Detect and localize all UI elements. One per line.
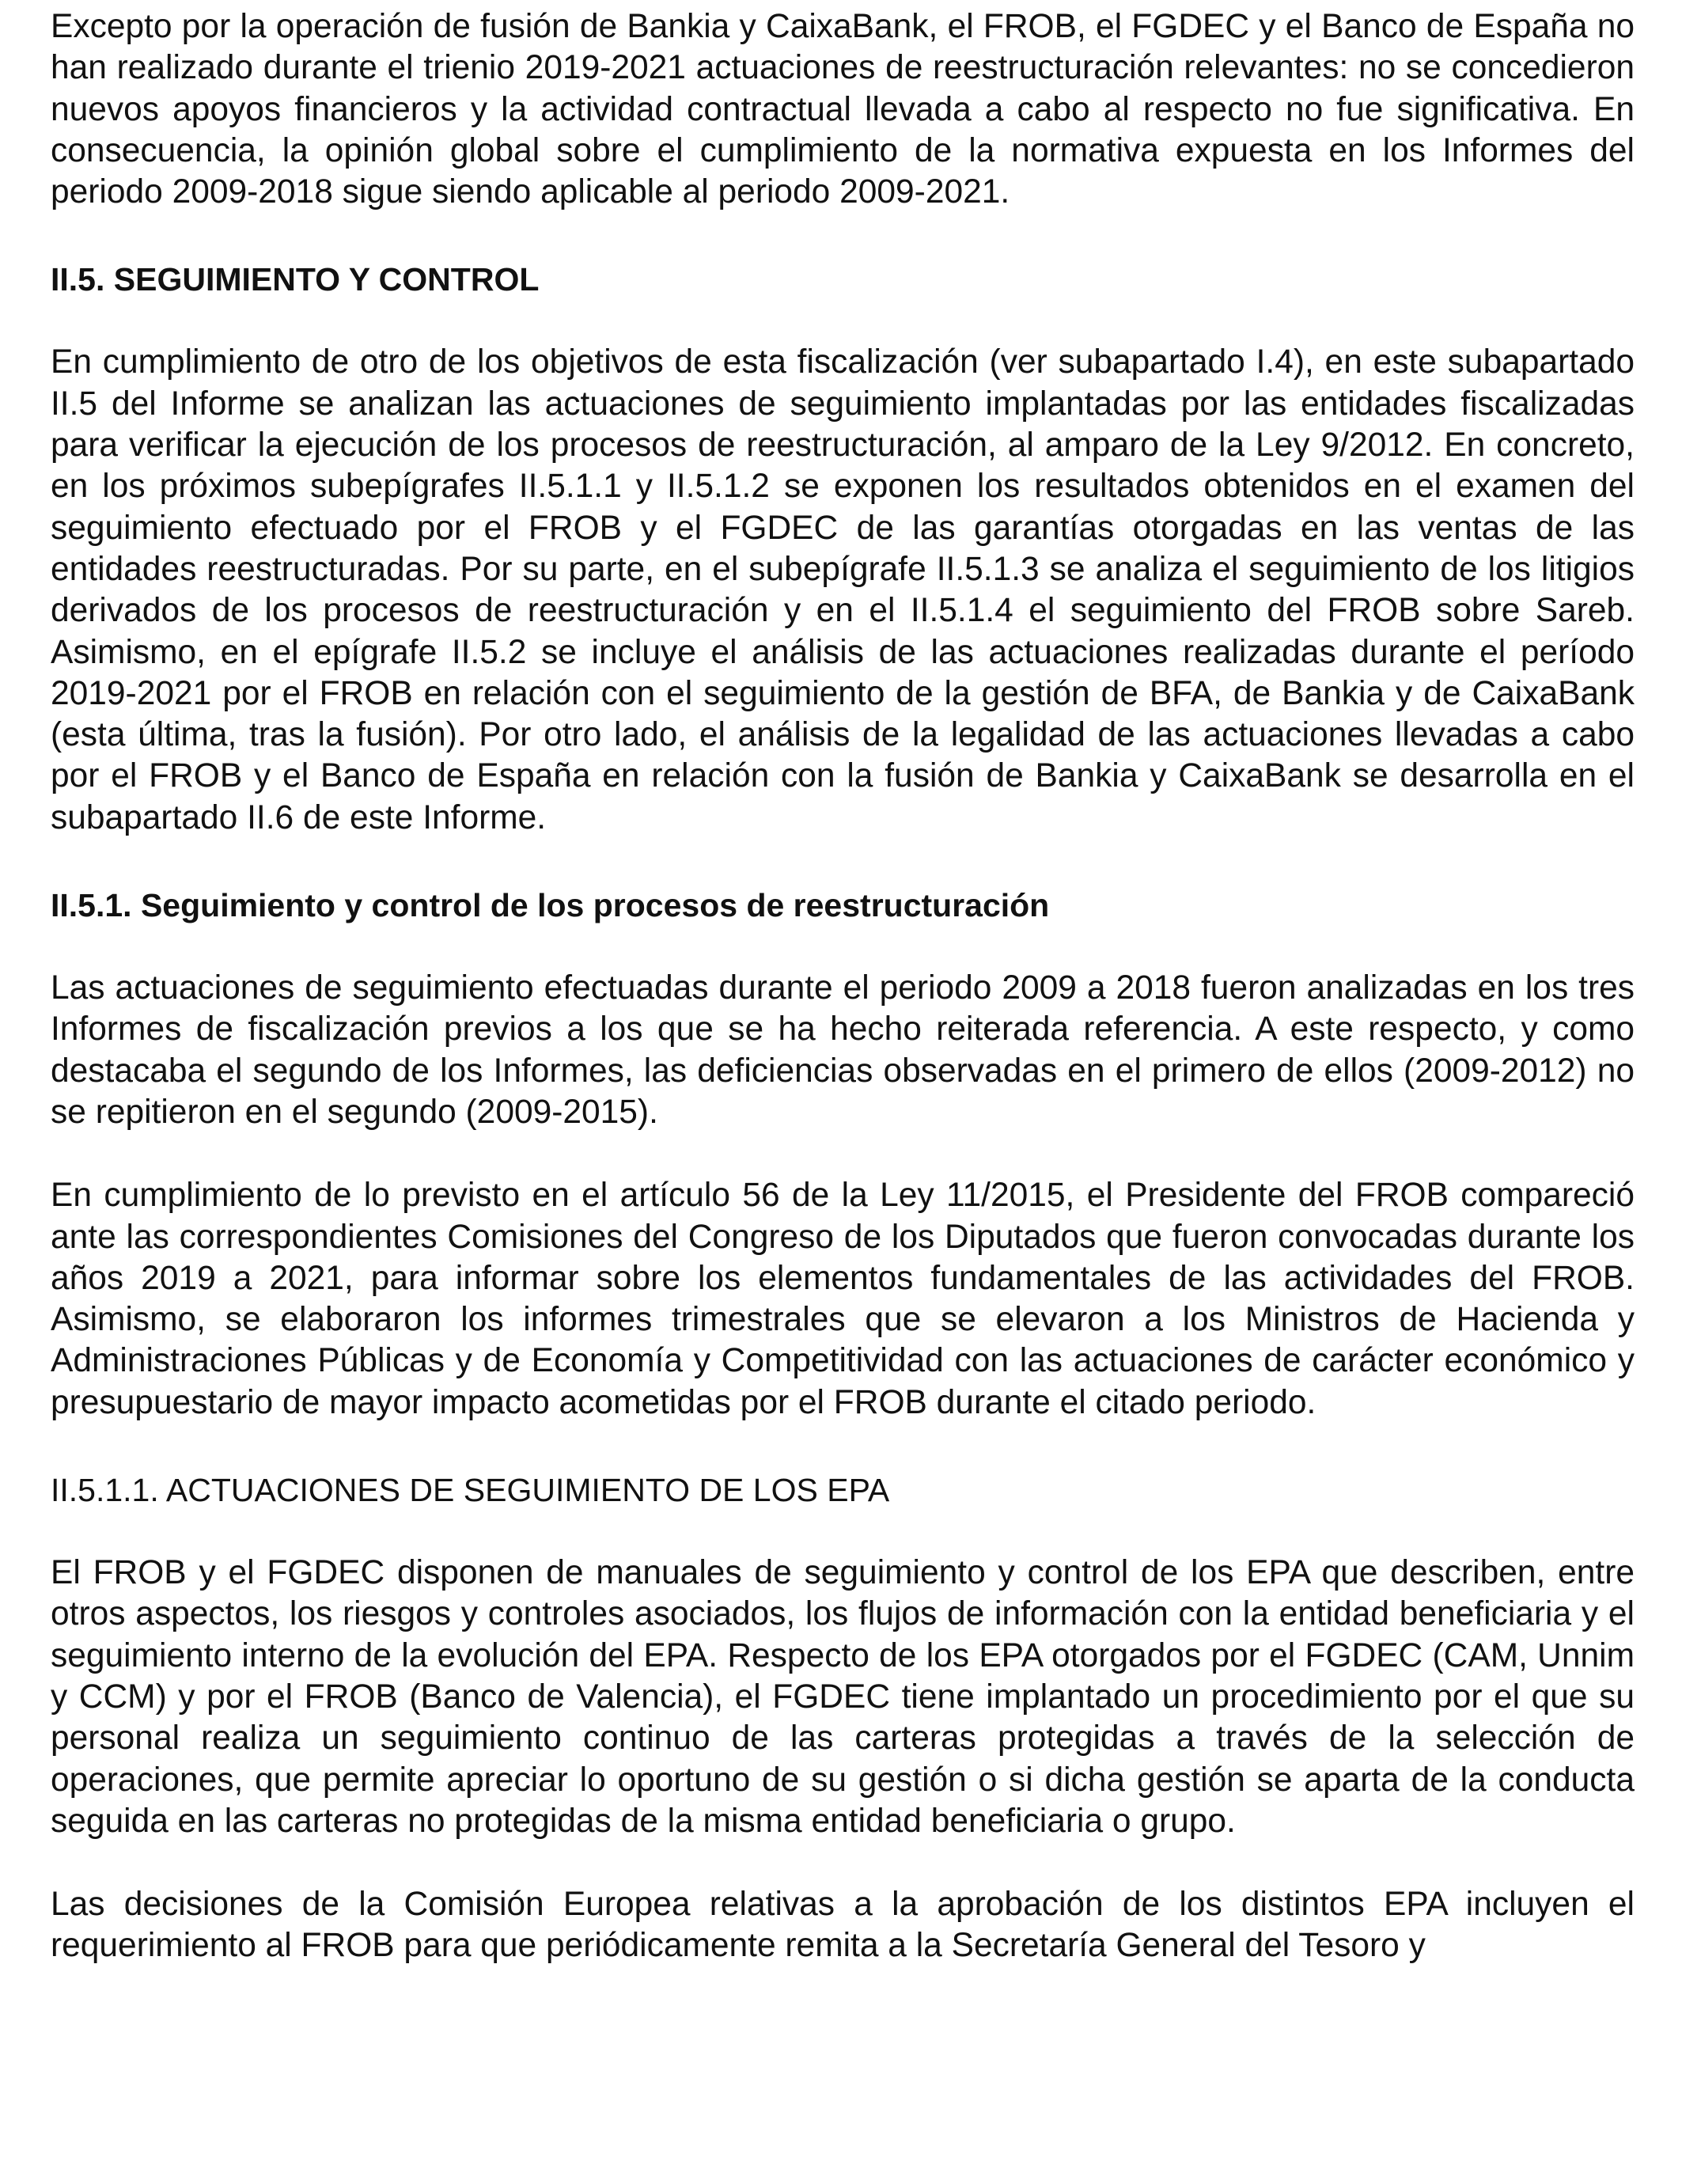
- paragraph-comision-europea: Las decisiones de la Comisión Europea relativas a la aprobación de los distintos EPA incluyen el requerimiento al FROB para que periódicamente remita a la Secretaría General del Tesoro y: [51, 1886, 1635, 1965]
- document-page: [51, 6, 1635, 1967]
- section-heading-ii5: II.5. SEGUIMIENTO Y CONTROL: [51, 261, 540, 298]
- subsection-heading-ii51: II.5.1. Seguimiento y control de los procesos de reestructuración: [51, 887, 1050, 924]
- paragraph-seguimiento-intro: En cumplimiento de otro de los objetivos de esta fiscalización (ver subapartado I.4), en este subapartado II.5 del Informe se analizan las actuaciones de seguimiento implantadas por las entidades fiscalizadas para verificar la ejecución de los procesos de reestructuración, al amparo de la Ley 9/2012. En concreto, en los próximos subepígrafes II.5.1.1 y II.5.1.2 se exponen los resultados obtenidos en el examen del seguimiento efectuado por el FROB y el FGDEC de las garantías otorgadas en las ventas de las entidades reestructuradas. Por su parte, en el subepígrafe II.5.1.3 se analiza el seguimiento de los litigios derivados de los procesos de reestructuración y en el II.5.1.4 el seguimiento del FROB sobre Sareb. Asimismo, en el epígrafe II.5.2 se incluye el análisis de las actuaciones realizadas durante el período 2019-2021 por el FROB en relación con el seguimiento de la gestión de BFA, de Bankia y de CaixaBank (esta última, tras la fusión). Por otro lado, el análisis de la legalidad de las actuaciones llevadas a cabo por el FROB y el Banco de España en relación con la fusión de Bankia y CaixaBank se desarrolla en el subapartado II.6 de este Informe.: [51, 343, 1635, 836]
- paragraph-manuales-epa: El FROB y el FGDEC disponen de manuales de seguimiento y control de los EPA que describen, entre otros aspectos, los riesgos y controles asociados, los flujos de información con la entidad beneficiaria y el seguimiento interno de la evolución del EPA. Respecto de los EPA otorgados por el FGDEC (CAM, Unnim y CCM) y por el FROB (Banco de Valencia), el FGDEC tiene implantado un procedimiento por el que su personal realiza un seguimiento continuo de las carteras protegidas a través de la selección de operaciones, que permite apreciar lo oportuno de su gestión o si dicha gestión se aparta de la conducta seguida en las carteras no protegidas de la misma entidad beneficiaria o grupo.: [51, 1554, 1635, 1840]
- subsubsection-heading-ii511: II.5.1.1. ACTUACIONES DE SEGUIMIENTO DE LOS EPA: [51, 1472, 890, 1509]
- paragraph-actuaciones-2009-2018: Las actuaciones de seguimiento efectuadas durante el periodo 2009 a 2018 fueron analizadas en los tres Informes de fiscalización previos a los que se ha hecho reiterada referencia. A este respecto, y como destacaba el segundo de los Informes, las deficiencias observadas en el primero de ellos (2009-2012) no se repitieron en el segundo (2009-2015).: [51, 969, 1635, 1131]
- paragraph-presidente-frob: En cumplimiento de lo previsto en el artículo 56 de la Ley 11/2015, el Presidente del FROB compareció ante las correspondientes Comisiones del Congreso de los Diputados que fueron convocadas durante los años 2019 a 2021, para informar sobre los elementos fundamentales de las actividades del FROB. Asimismo, se elaboraron los informes trimestrales que se elevaron a los Ministros de Hacienda y Administraciones Públicas y de Economía y Competitividad con las actuaciones de carácter económico y presupuestario de mayor impacto acometidas por el FROB durante el citado periodo.: [51, 1177, 1635, 1421]
- paragraph-fusion-summary: Excepto por la operación de fusión de Bankia y CaixaBank, el FROB, el FGDEC y el Banco de España no han realizado durante el trienio 2019-2021 actuaciones de reestructuración relevantes: no se concedieron nuevos apoyos financieros y la actividad contractual llevada a cabo al respecto no fue significativa. En consecuencia, la opinión global sobre el cumplimiento de la normativa expuesta en los Informes del periodo 2009-2018 sigue siendo aplicable al periodo 2009-2021.: [51, 8, 1635, 211]
